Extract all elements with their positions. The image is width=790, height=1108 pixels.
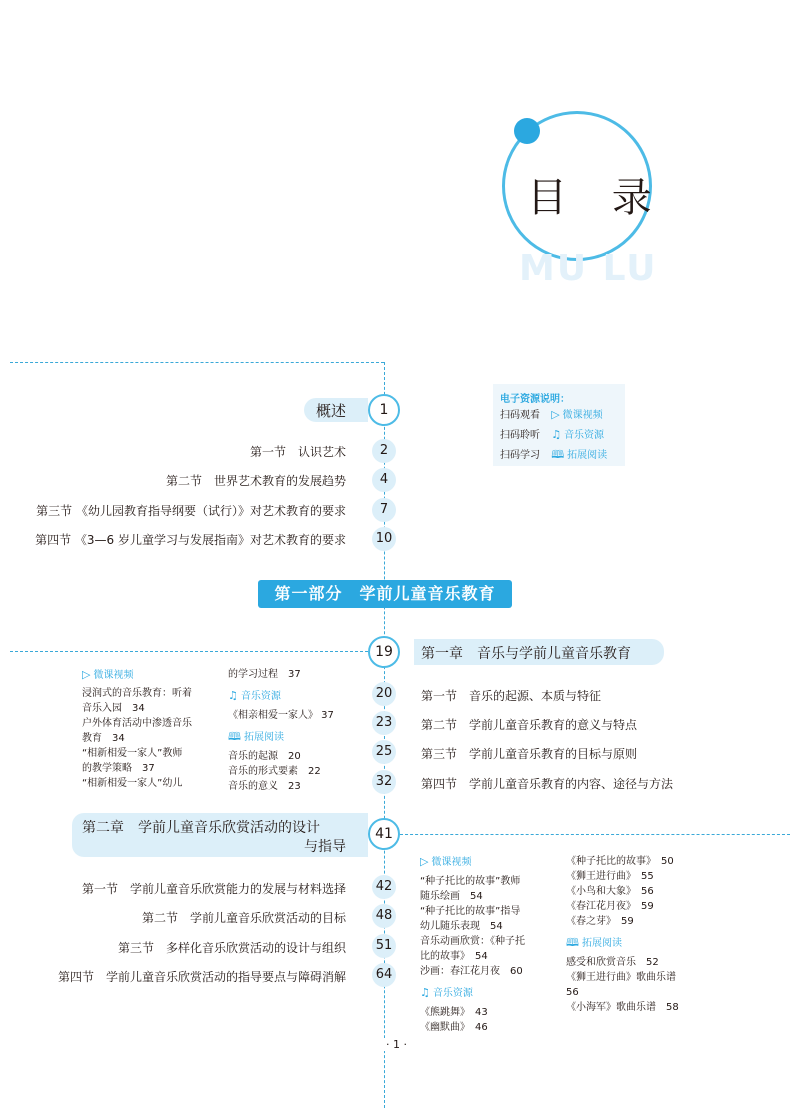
resource-item[interactable]: 《狮王进行曲》歌曲乐谱 xyxy=(566,972,676,983)
toc-entry[interactable]: 第一节 学前儿童音乐欣赏能力的发展与材料选择 xyxy=(81,882,346,896)
resource-label: 微课视频 xyxy=(562,410,603,421)
overview-title[interactable]: 概述 xyxy=(316,402,347,420)
chapter1-resources-col2 xyxy=(228,667,358,794)
toc-entry[interactable]: 第四节 《3—6 岁儿童学习与发展指南》对艺术教育的要求 xyxy=(35,533,346,547)
footer-page-number: · 1 · xyxy=(386,1038,407,1051)
book-icon: 🕮 xyxy=(551,448,565,461)
toc-page-number[interactable]: 7 xyxy=(372,498,396,522)
page-title-pinyin: MU LU xyxy=(519,248,658,289)
toc-entry[interactable]: 第二节 世界艺术教育的发展趋势 xyxy=(165,474,346,488)
resource-heading: ♫ 音乐资源 xyxy=(420,986,473,999)
toc-page-number[interactable]: 48 xyxy=(372,904,396,928)
resource-item[interactable]: 音乐的意义 23 xyxy=(228,781,301,792)
resource-legend xyxy=(493,384,625,466)
resource-item[interactable]: 《幽默曲》 46 xyxy=(420,1022,488,1033)
chapter1-dashed-line xyxy=(10,651,368,652)
resource-item[interactable]: 音乐的形式要素 22 xyxy=(228,766,321,777)
resource-item[interactable]: “相新相爱一家人”教师 xyxy=(82,748,183,759)
resource-legend-heading: 电子资源说明： xyxy=(500,394,570,405)
resource-label: 音乐资源 xyxy=(564,430,605,441)
resource-item[interactable]: 感受和欣赏音乐 52 xyxy=(566,957,659,968)
resource-item[interactable]: 《狮王进行曲》 55 xyxy=(566,871,654,882)
resource-heading: ▷ 微课视频 xyxy=(420,855,472,868)
resource-item[interactable]: 音乐动画欣赏：《种子托 xyxy=(420,936,525,947)
book-icon: 🕮 xyxy=(566,936,579,949)
page-title: 目 录 xyxy=(527,175,668,221)
resource-legend-row xyxy=(500,427,604,443)
book-icon: 🕮 xyxy=(228,730,241,743)
toc-entry[interactable]: 第三节 多样化音乐欣赏活动的设计与组织 xyxy=(117,941,346,955)
chapter2-page-number[interactable]: 41 xyxy=(368,818,400,850)
resource-item[interactable]: 浸润式的音乐教育：听着 xyxy=(82,688,192,699)
part-banner[interactable]: 第一部分 学前儿童音乐教育 xyxy=(258,580,512,608)
toc-entry[interactable]: 第三节 学前儿童音乐教育的目标与原则 xyxy=(421,747,638,761)
toc-entry[interactable]: 第一节 音乐的起源、本质与特征 xyxy=(421,689,602,703)
resource-item[interactable]: 教育 34 xyxy=(82,733,125,744)
chapter1-page-number[interactable]: 19 xyxy=(368,636,400,668)
resource-heading: 🕮 拓展阅读 xyxy=(566,936,622,949)
resource-item[interactable]: 《熊跳舞》 43 xyxy=(420,1007,488,1018)
chapter2-resources-col1 xyxy=(420,854,550,1035)
resource-item[interactable]: 比的故事》 54 xyxy=(420,951,488,962)
toc-page-number[interactable]: 10 xyxy=(372,527,396,551)
toc-page-number[interactable]: 23 xyxy=(372,711,396,735)
chapter2-resources-col2 xyxy=(566,854,706,1015)
music-note-icon: ♫ xyxy=(420,986,430,999)
toc-page-number[interactable]: 20 xyxy=(372,682,396,706)
resource-legend-row xyxy=(500,447,607,463)
toc-page-number[interactable]: 2 xyxy=(372,439,396,463)
video-icon: ▷ xyxy=(420,855,429,868)
overview-page-number[interactable]: 1 xyxy=(368,394,400,426)
music-note-icon: ♫ xyxy=(551,428,562,441)
resource-item[interactable]: 户外体育活动中渗透音乐 xyxy=(82,718,192,729)
resource-heading: ▷ 微课视频 xyxy=(82,668,134,681)
toc-entry[interactable]: 第二节 学前儿童音乐教育的意义与特点 xyxy=(421,718,638,732)
resource-item[interactable]: 沙画：春江花月夜 60 xyxy=(420,966,523,977)
resource-item[interactable]: 《相亲相爱一家人》 37 xyxy=(228,710,334,721)
toc-entry[interactable]: 第三节 《幼儿园教育指导纲要（试行）》对艺术教育的要求 xyxy=(36,504,346,518)
resource-item[interactable]: 随乐绘画 54 xyxy=(420,891,483,902)
resource-item[interactable]: 《小鸟和大象》 56 xyxy=(566,886,654,897)
resource-item[interactable]: 《小海军》歌曲乐谱 58 xyxy=(566,1002,679,1013)
toc-page-number[interactable]: 4 xyxy=(372,468,396,492)
resource-item[interactable]: 音乐入园 34 xyxy=(82,703,145,714)
top-dashed-line xyxy=(10,362,384,363)
resource-action: 扫码观看 xyxy=(500,410,540,421)
resource-action: 扫码聆听 xyxy=(500,430,540,441)
toc-page-number[interactable]: 32 xyxy=(372,770,396,794)
resource-item[interactable]: “种子托比的故事”教师 xyxy=(420,876,521,887)
resource-action: 扫码学习 xyxy=(500,450,540,461)
resource-legend-row xyxy=(500,407,603,423)
toc-page-number[interactable]: 42 xyxy=(372,875,396,899)
video-icon: ▷ xyxy=(82,668,91,681)
chapter2-title-line2[interactable]: 与指导 xyxy=(304,839,346,855)
toc-page-number[interactable]: 25 xyxy=(372,740,396,764)
video-icon: ▷ xyxy=(551,408,560,421)
resource-heading: ♫ 音乐资源 xyxy=(228,689,281,702)
toc-entry[interactable]: 第四节 学前儿童音乐教育的内容、途径与方法 xyxy=(421,777,674,791)
resource-heading: 🕮 拓展阅读 xyxy=(228,730,284,743)
resource-item[interactable]: 《种子托比的故事》 50 xyxy=(566,856,674,867)
chapter1-title[interactable]: 第一章 音乐与学前儿童音乐教育 xyxy=(421,646,631,662)
resource-item[interactable]: 音乐的起源 20 xyxy=(228,751,301,762)
toc-page-number[interactable]: 64 xyxy=(372,963,396,987)
resource-item[interactable]: 56 xyxy=(566,987,579,998)
toc-entry[interactable]: 第一节 认识艺术 xyxy=(249,445,346,459)
resource-item[interactable]: 《春江花月夜》 59 xyxy=(566,901,654,912)
toc-page-number[interactable]: 51 xyxy=(372,934,396,958)
resource-item[interactable]: 的学习过程 37 xyxy=(228,669,301,680)
title-dot xyxy=(514,118,540,144)
chapter2-dashed-line xyxy=(400,834,790,835)
resource-item[interactable]: “种子托比的故事”指导 xyxy=(420,906,521,917)
resource-item[interactable]: “相新相爱一家人”幼儿 xyxy=(82,778,183,789)
chapter1-resources-col1 xyxy=(82,667,212,791)
resource-item[interactable]: 幼儿随乐表现 54 xyxy=(420,921,503,932)
toc-entry[interactable]: 第二节 学前儿童音乐欣赏活动的目标 xyxy=(141,911,346,925)
toc-entry[interactable]: 第四节 学前儿童音乐欣赏活动的指导要点与障碍消解 xyxy=(57,970,346,984)
music-note-icon: ♫ xyxy=(228,689,238,702)
resource-item[interactable]: 的教学策略 37 xyxy=(82,763,155,774)
chapter2-title-line1[interactable]: 第二章 学前儿童音乐欣赏活动的设计 xyxy=(82,820,320,836)
resource-item[interactable]: 《春之芽》 59 xyxy=(566,916,634,927)
resource-label: 拓展阅读 xyxy=(567,450,608,461)
